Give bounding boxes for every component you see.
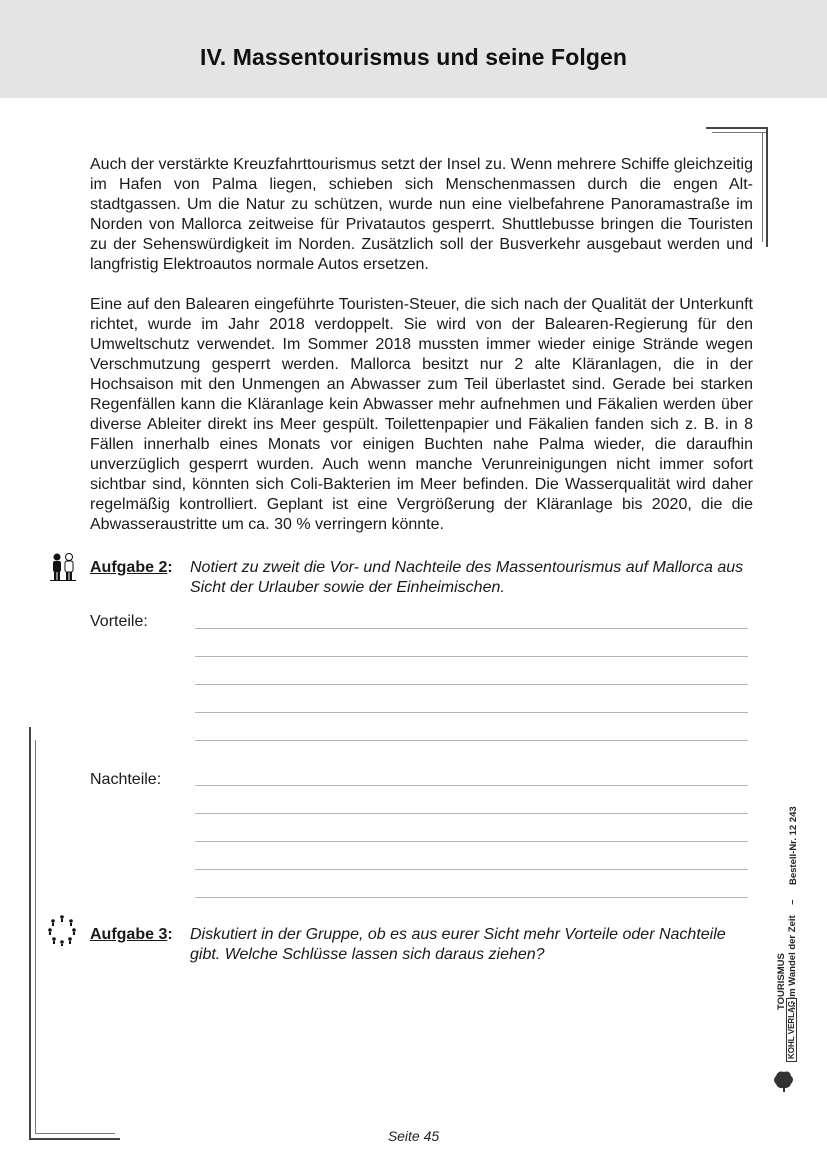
page-title: IV. Massentourismus und seine Folgen — [199, 44, 628, 70]
nachteile-writing-line[interactable] — [195, 813, 748, 814]
sidebar-order-number: Bestell-Nr. 12 243 — [788, 806, 799, 885]
nachteile-label: Nachteile: — [90, 771, 162, 788]
vorteile-writing-line[interactable] — [195, 684, 748, 685]
nachteile-writing-line[interactable] — [195, 897, 748, 898]
vorteile-writing-line[interactable] — [195, 740, 748, 741]
nachteile-writing-line[interactable] — [195, 869, 748, 870]
page-header — [0, 0, 827, 98]
sidebar-subtitle: ... im Wandel der Zeit – — [787, 899, 798, 1010]
paragraph-cruise-tourism: Auch der verstärkte Kreuzfahrttourismus setzt der Insel zu. Wenn mehrere Schiffe gleichzeitig im Hafen von Palma liegen, schieben sich Menschenmassen durch die engen Altstadtgassen. Um die Natur zu schützen, wurde nun eine vielbefahrene Panoramastraße im Norden von Mallorca zeitweise für Privatautos gesperrt. Shuttlebusse bringen die Touristen zu der Sehenswürdigkeit im Norden. Zusätzlich soll der Busverkehr ausgebaut werden und langfristig Elektroautos normale Autos ersetzen. — [90, 156, 753, 273]
sidebar-title: TOURISMUS — [776, 953, 787, 1010]
sidebar-series-title — [776, 899, 798, 1010]
task-3-text: Diskutiert in der Gruppe, ob es aus eurer Sicht mehr Vorteile oder Nachteile gibt. Welche Schlüsse lassen sich daraus ziehen? — [190, 926, 726, 963]
frame-corner-bottom-left-vertical — [29, 727, 31, 1139]
page-number: Seite 45 — [387, 1128, 440, 1144]
task-2-text: Notiert zu zweit die Vor- und Nachteile des Massentourismus auf Mallorca aus Sicht der Urlauber sowie der Einheimischen. — [190, 559, 744, 596]
frame-corner-top-right — [706, 127, 768, 129]
task-2-label: Aufgabe 2: — [90, 559, 173, 576]
vorteile-label: Vorteile: — [90, 613, 148, 630]
nachteile-writing-line[interactable] — [195, 841, 748, 842]
paragraph-tourist-tax: Eine auf den Balearen eingeführte Touristen-Steuer, die sich nach der Qualität der Unterkunft richtet, wurde im Jahr 2018 verdoppelt. Sie wird von der Balearen-Regierung für den Umweltschutz verwendet. Im Sommer 2018 mussten immer wieder einige Strände wegen Verschmutzung gesperrt werden. Mallorca besitzt nur 2 alte Kläranlagen, die in der Hochsaison mit den Unmengen an Abwasser zum Teil überlastet sind. Gerade bei starken Regenfällen kann die Kläranlage kein Abwasser mehr aufnehmen und Fäkalien werden über diverse Ableiter direkt ins Meer gespült. Toilettenpapier und Fäkalien fanden sich z. B. in 8 Fällen innerhalb eines Monats vor einigen Buchten nahe Palma wieder, die daraufhin unverzüglich gesperrt wurden. Auch wenn manche Verunreinigungen nicht immer sofort sichtbar sind, könnten sich Coli-Bakterien im Meer befinden. Die Wasserqualität wird daher regelmäßig kontrolliert. Geplant ist eine Vergrößerung der Kläranlage bis 2020, die die Abwasseraustritte um ca. 30 % verringern könnte. — [90, 296, 753, 533]
frame-corner-top-right-inner — [712, 132, 768, 133]
frame-corner-top-right-vertical-inner — [762, 132, 763, 242]
vorteile-writing-line[interactable] — [195, 712, 748, 713]
vorteile-writing-line[interactable] — [195, 628, 748, 629]
group-work-icon — [48, 914, 76, 946]
pair-work-icon — [48, 552, 78, 582]
frame-corner-bottom-left-vertical-inner — [35, 740, 36, 1134]
publisher-name: KOHL VERLAG — [786, 998, 797, 1062]
vorteile-writing-line[interactable] — [195, 656, 748, 657]
frame-corner-top-right-vertical — [766, 127, 768, 247]
task-3-label: Aufgabe 3: — [90, 926, 173, 943]
nachteile-writing-line[interactable] — [195, 785, 748, 786]
